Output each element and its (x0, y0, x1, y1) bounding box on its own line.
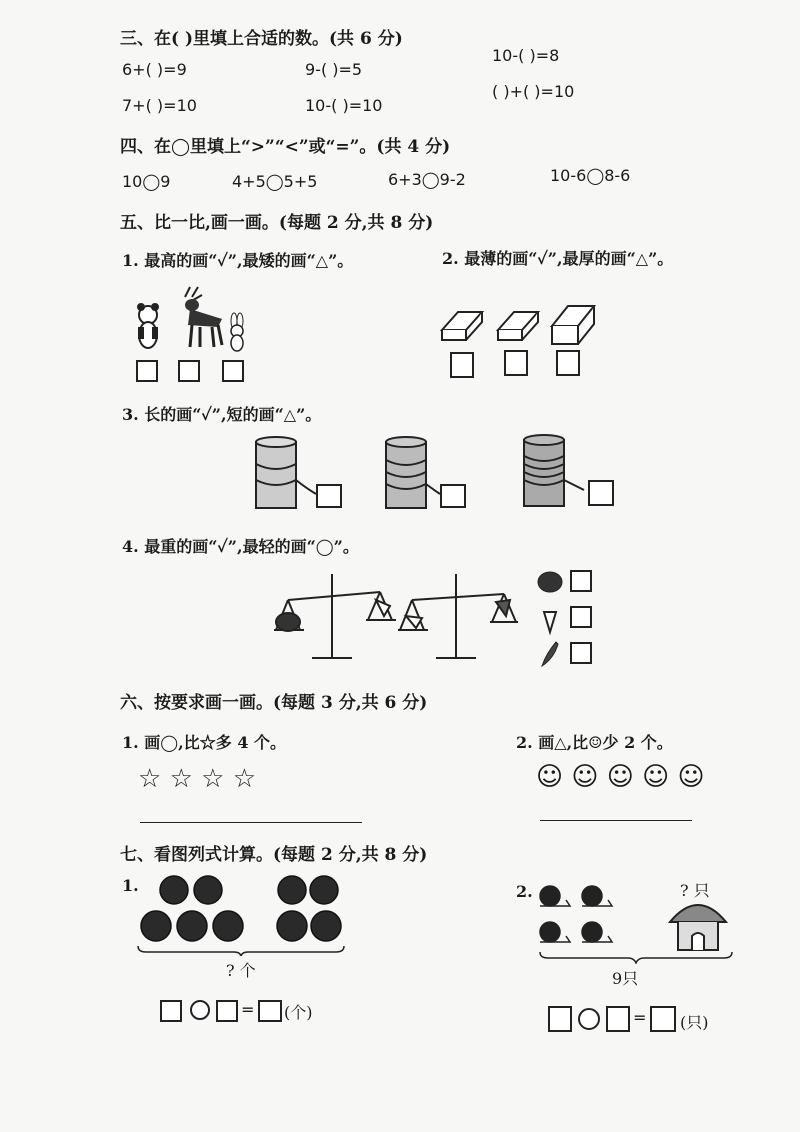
pepper-icon (542, 642, 558, 666)
answer-box-cylinder-2[interactable] (440, 484, 466, 508)
section-3-title: 三、在( )里填上合适的数。(共 6 分) (120, 29, 403, 49)
eq2-box-2[interactable] (606, 1006, 630, 1032)
cylinder-2-icon (386, 437, 440, 508)
section-7-title: 七、看图列式计算。(每题 2 分,共 8 分) (120, 845, 428, 865)
medium-block-icon (498, 312, 538, 340)
compare-2: 4+5◯5+5 (232, 172, 318, 191)
q7-2-number: 2. (516, 882, 533, 901)
answer-line-1[interactable] (140, 822, 362, 823)
radish-icon (544, 612, 556, 632)
eq1-equals: = (241, 1000, 255, 1019)
answer-box-pumpkin[interactable] (570, 570, 592, 592)
eq2-operator-circle[interactable] (578, 1008, 600, 1030)
q6-2-text: 2. 画△,比☺少 2 个。 (516, 733, 673, 752)
q6-1-text: 1. 画◯,比☆多 4 个。 (122, 733, 287, 752)
answer-box-block-1[interactable] (450, 352, 474, 378)
answer-box-rabbit[interactable] (222, 360, 244, 382)
eq1-operator-circle[interactable] (190, 1000, 210, 1020)
blocks-illustration (438, 300, 598, 350)
eq2-box-1[interactable] (548, 1006, 572, 1032)
answer-box-block-2[interactable] (504, 350, 528, 376)
label-total-9: 9只 (612, 969, 639, 988)
q5-2-text: 2. 最薄的画“✓”,最厚的画“△”。 (442, 249, 674, 268)
section-4-title: 四、在◯里填上“>”“<”或“=”。(共 4 分) (120, 137, 451, 157)
answer-box-pepper[interactable] (570, 642, 592, 664)
answer-box-panda[interactable] (136, 360, 158, 382)
balance-scale-2-icon (398, 574, 518, 658)
answer-line-2[interactable] (540, 820, 692, 821)
compare-3: 6+3◯9-2 (388, 170, 466, 189)
answer-box-radish[interactable] (570, 606, 592, 628)
snails-illustration (536, 876, 626, 956)
smiley-row: ☺ ☺ ☺ ☺ ☺ (536, 762, 705, 792)
thin-block-icon (442, 312, 482, 340)
mushroom-house-icon (666, 896, 730, 952)
fill-blank-2: 9-( )=5 (305, 60, 363, 79)
label-question-count-1: ? 个 (226, 961, 256, 980)
fill-blank-1: 6+( )=9 (122, 60, 187, 79)
snail-icons (540, 886, 612, 942)
eq1-box-result[interactable] (258, 1000, 282, 1022)
fill-blank-6: ( )+( )=10 (492, 82, 575, 101)
answer-box-cylinder-1[interactable] (316, 484, 342, 508)
stars-row: ☆ ☆ ☆ ☆ (138, 764, 257, 794)
eq1-box-1[interactable] (160, 1000, 182, 1022)
balance-scales-illustration (270, 570, 520, 665)
answer-box-block-3[interactable] (556, 350, 580, 376)
section-5-title: 五、比一比,画一画。(每题 2 分,共 8 分) (120, 213, 434, 233)
eq2-box-result[interactable] (650, 1006, 676, 1032)
rabbit-icon (231, 313, 243, 351)
cylinder-3-icon (524, 435, 584, 506)
eq1-box-2[interactable] (216, 1000, 238, 1022)
balance-scale-1-icon (274, 574, 396, 658)
fill-blank-3: 10-( )=8 (492, 46, 560, 65)
eq1-unit: (个) (284, 1003, 313, 1022)
q5-1-text: 1. 最高的画“✓”,最矮的画“△”。 (122, 251, 354, 270)
pumpkin-icons (141, 876, 341, 941)
cylinder-1-icon (256, 437, 316, 508)
eq2-unit: (只) (680, 1013, 709, 1032)
brace-2 (538, 950, 734, 964)
brace-1 (138, 946, 344, 956)
q7-1-number: 1. (122, 876, 139, 895)
produce-column (536, 566, 566, 671)
label-question-count-2: ? 只 (680, 881, 710, 900)
answer-box-cylinder-3[interactable] (588, 480, 614, 506)
q5-4-text: 4. 最重的画“✓”,最轻的画“◯”。 (122, 537, 359, 556)
compare-4: 10-6◯8-6 (550, 166, 631, 185)
fill-blank-5: 10-( )=10 (305, 96, 383, 115)
compare-1: 10◯9 (122, 172, 171, 191)
eq2-equals: = (633, 1008, 647, 1027)
pumpkin-icon (538, 572, 562, 592)
section-6-title: 六、按要求画一画。(每题 3 分,共 6 分) (120, 693, 428, 713)
panda-icon (137, 303, 159, 348)
thick-block-icon (552, 306, 594, 344)
fill-blank-4: 7+( )=10 (122, 96, 197, 115)
deer-icon (185, 287, 222, 347)
answer-box-deer[interactable] (178, 360, 200, 382)
q5-3-text: 3. 长的画“✓”,短的画“△”。 (122, 405, 322, 424)
pumpkins-illustration (136, 872, 346, 956)
animals-illustration (130, 285, 260, 355)
